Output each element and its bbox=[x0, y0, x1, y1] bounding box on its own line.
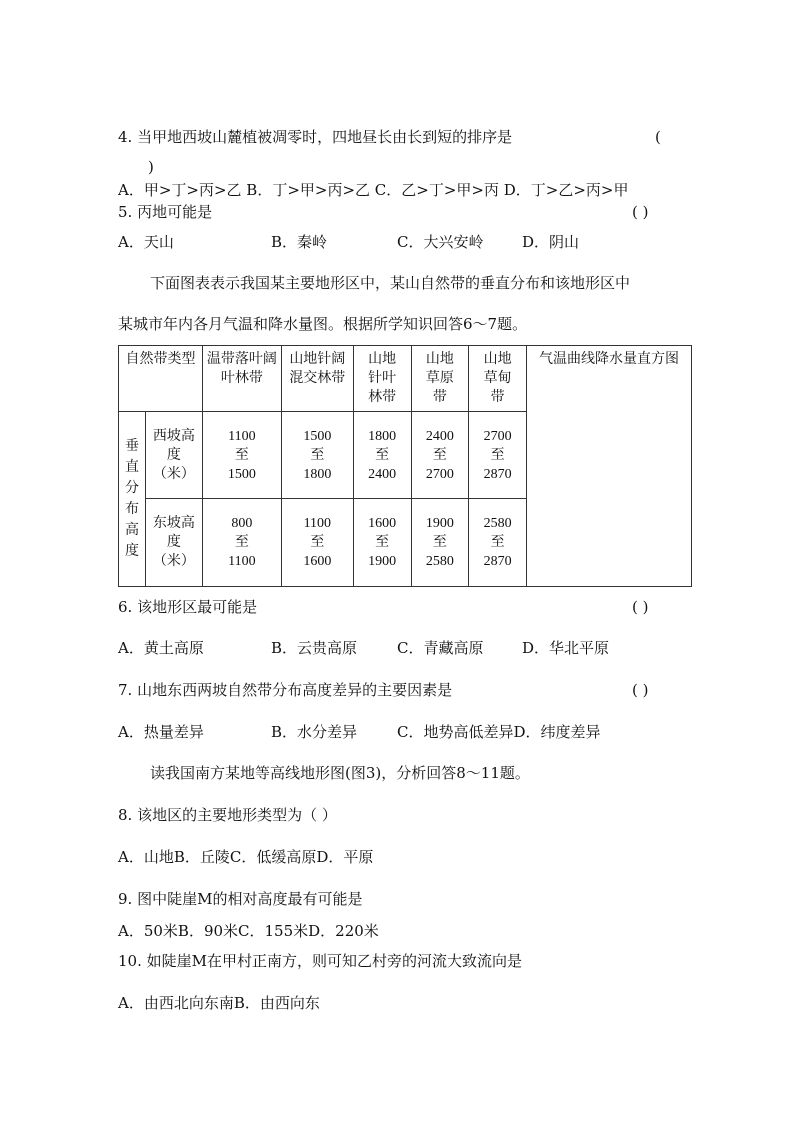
q9-text: 9. 图中陡崖M的相对高度最有可能是 bbox=[118, 890, 363, 908]
q6-paren: ( ) bbox=[632, 598, 649, 616]
q8-text: 8. 该地区的主要地形类型为（ ） bbox=[118, 806, 337, 824]
q6-option-c: C．青藏高原 bbox=[397, 639, 484, 657]
cell-west-3: 1800 至 2400 bbox=[353, 412, 411, 499]
q10-text: 10. 如陡崖M在甲村正南方，则可知乙村旁的河流大致流向是 bbox=[118, 952, 522, 970]
q5-option-c: C．大兴安岭 bbox=[397, 233, 484, 251]
header-type: 自然带类型 bbox=[119, 346, 203, 412]
q5-option-d: D．阴山 bbox=[522, 233, 580, 251]
q4-paren-open: ( bbox=[655, 128, 661, 146]
q5-option-b: B．秦岭 bbox=[271, 233, 328, 251]
q4-text: 4. 当甲地西坡山麓植被凋零时，四地昼长由长到短的排序是 bbox=[118, 128, 513, 146]
header-zone-1: 温带落叶阔叶林带 bbox=[202, 346, 281, 412]
header-zone-3: 山地针叶林带 bbox=[353, 346, 411, 412]
q4-options: A．甲>丁>丙>乙 B．丁>甲>丙>乙 C．乙>丁>甲>丙 D．丁>乙>丙>甲 bbox=[118, 181, 629, 199]
q9-options: A．50米B．90米C．155米D．220米 bbox=[118, 922, 379, 940]
q6-text: 6. 该地形区最可能是 bbox=[118, 598, 258, 616]
cell-west-4: 2400 至 2700 bbox=[411, 412, 469, 499]
q8-options: A．山地B．丘陵C．低缓高原D．平原 bbox=[118, 848, 374, 866]
header-zone-5: 山地草甸带 bbox=[469, 346, 527, 412]
cell-east-4: 1900 至 2580 bbox=[411, 499, 469, 587]
header-zone-4: 山地草原带 bbox=[411, 346, 469, 412]
intro2-text: 读我国南方某地等高线地形图(图3)，分析回答8～11题。 bbox=[150, 764, 530, 782]
q7-option-a: A．热量差异 bbox=[118, 723, 204, 741]
cell-west-2: 1500 至 1800 bbox=[281, 412, 353, 499]
row-label-west: 西坡高度（米） bbox=[145, 412, 202, 499]
intro1-line1: 下面图表表示我国某主要地形区中，某山自然带的垂直分布和该地形区中 bbox=[150, 274, 631, 292]
table-header-row bbox=[119, 346, 692, 412]
q7-paren: ( ) bbox=[632, 681, 649, 699]
q5-text: 5. 丙地可能是 bbox=[118, 203, 213, 221]
cell-west-5: 2700 至 2870 bbox=[469, 412, 527, 499]
q4-paren-close: ) bbox=[148, 158, 154, 176]
q7-option-b: B．水分差异 bbox=[271, 723, 358, 741]
vegetation-zone-table bbox=[118, 345, 692, 587]
q5-paren: ( ) bbox=[632, 203, 649, 221]
header-chart: 气温曲线降水量直方图 bbox=[527, 346, 692, 587]
q7-option-cd: C．地势高低差异D．纬度差异 bbox=[397, 723, 601, 741]
row-group-label: 垂直分布高度 bbox=[119, 412, 146, 587]
cell-west-1: 1100 至 1500 bbox=[202, 412, 281, 499]
cell-east-5: 2580 至 2870 bbox=[469, 499, 527, 587]
q6-option-b: B．云贵高原 bbox=[271, 639, 358, 657]
cell-east-3: 1600 至 1900 bbox=[353, 499, 411, 587]
intro1-line2: 某城市年内各月气温和降水量图。根据所学知识回答6～7题。 bbox=[118, 315, 528, 333]
cell-east-1: 800 至 1100 bbox=[202, 499, 281, 587]
q5-option-a: A．天山 bbox=[118, 233, 174, 251]
q6-option-a: A．黄土高原 bbox=[118, 639, 204, 657]
q7-text: 7. 山地东西两坡自然带分布高度差异的主要因素是 bbox=[118, 681, 453, 699]
header-zone-2: 山地针阔混交林带 bbox=[281, 346, 353, 412]
q10-options: A．由西北向东南B．由西向东 bbox=[118, 994, 320, 1012]
q6-option-d: D．华北平原 bbox=[522, 639, 610, 657]
cell-east-2: 1100 至 1600 bbox=[281, 499, 353, 587]
row-label-east: 东坡高度（米） bbox=[145, 499, 202, 587]
